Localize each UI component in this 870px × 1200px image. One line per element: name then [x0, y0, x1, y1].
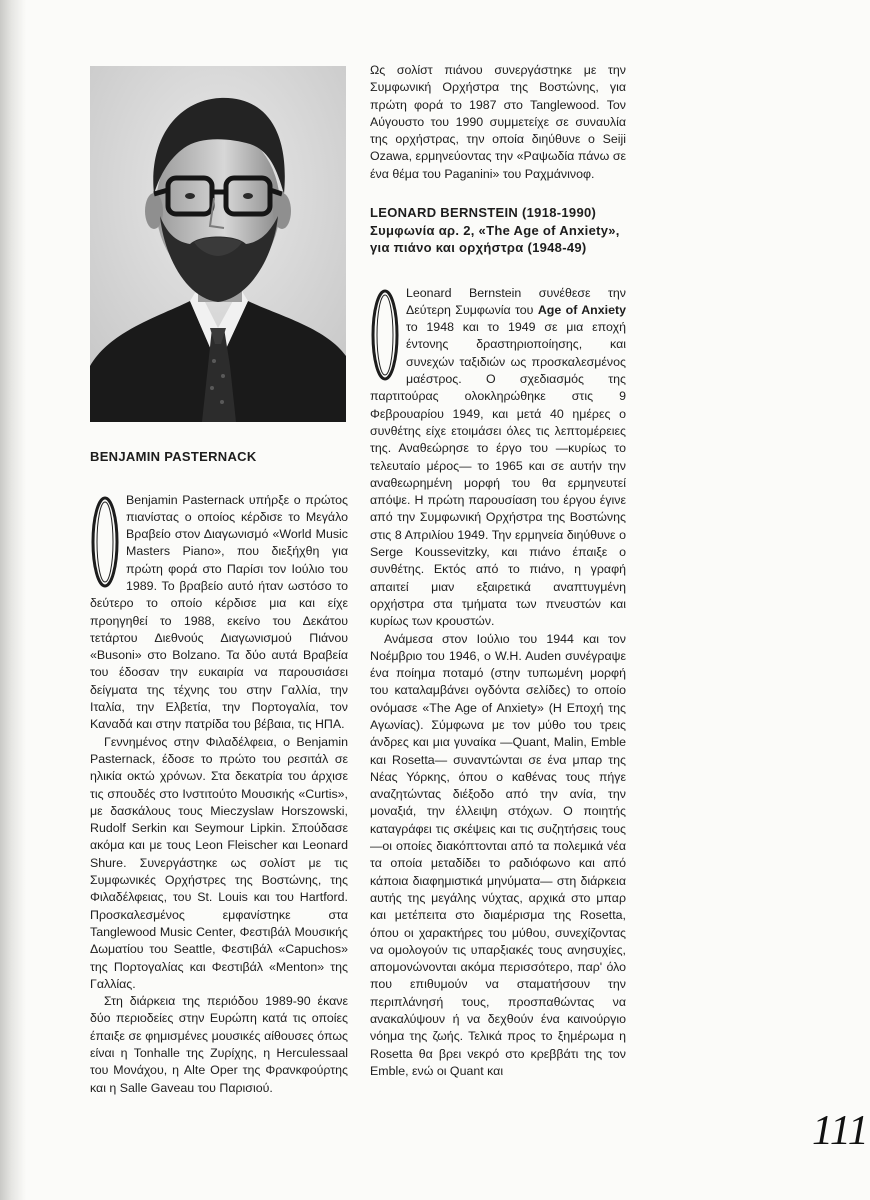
drop-cap-glyph [370, 287, 400, 383]
bio-paragraph [90, 492, 348, 734]
program-note-paragraph: Ανάμεσα στον Ιούλιο του 1944 και τον Νοέμβριο του 1946, ο W.H. Auden συνέγραψε ένα ποίημα ποταμό (στην τυπωμένη μορφή του καταλαμβάνει ογδόντα σελίδες) το οποίο ονόμασε «The Age of Anxiety» (Η Εποχή της Αγωνίας). Σύμφωνα με τον μύθο του τρεις άνδρες και μια γυναίκα —Quant, Malin, Emble και Rosetta— συναντώνται σε ένα μπαρ της Νέας Υόρκης, όπου ο καθένας τους πήγε αναζητώντας διέξοδο από την ανία, την μοναξιά, την έλλειψη στόχων. Ο ποιητής καταγράφει τις σκέψεις και τις συζητήσεις τους —οι οποίες διακόπτονται από τα πολεμικά νέα τα οποία μεταδίδει το ραδιόφωνο και από κάποια διαφημιστικά μηνύματα— στη διάρκεια αυτής της μεγάλης νύχτας, αρχικά στο μπαρ και μετέπειτα στο διαμέρισμα της Rosetta, όπου οι χαρακτήρες του μύθου, συνεχίζοντας να ομολογούν τις υπαρξιακές τους ανησυχίες, απομονώνονται ακόμα περισσότερο, παρ' όλο που επιθυμούν να σταματήσουν την περιπλάνησή τους, προσπαθώντας να ανακαλύψουν ή να δεχθούν ένα καινούργιο νόημα της ζωής. Τελικά προς το ξημέρωμα η Rosetta θα βρει νεκρό στο κρεββάτι της τον Emble, ενώ οι Quant και [370, 631, 626, 1078]
portrait-photo [90, 66, 346, 422]
program-note-text: Leonard Bernstein συνέθεσε την Δεύτερη Συμφωνία του [406, 285, 626, 317]
artist-heading: BENJAMIN PASTERNACK [90, 449, 257, 464]
work-title-inline: Age of Anxiety [537, 302, 626, 317]
drop-cap-glyph [90, 494, 120, 590]
right-column [370, 62, 626, 1080]
composer-heading: LEONARD BERNSTEIN (1918-1990) [370, 205, 597, 221]
program-note-text: το 1948 και το 1949 σε μια εποχή έντονης δραστηριοποίησης, και συνεχών ταξιδιών ως προσκαλεσμένος μαέστρος. Ο σχεδιασμός της παρτιτούρας ολοκληρώθηκε στις 9 Φεβρουαρίου 1949, και μετά 40 ημέρες ο συνθέτης είχε ετοιμάσει όλες τις λεπτομέρειες της. Αναθεώρησε το έργο του —κυρίως το τελευταίο μέρος— το 1965 και σε αυτήν την αναθεωρημένη μορφή του θα ερμηνευτεί απόψε. Η πρώτη παρουσίαση του έργου έγινε από την Συμφωνική Ορχήστρα της Βοστώνης στις 8 Απριλίου 1949. Την ερμηνεία διηύθυνε ο Serge Koussevitzky, και πιάνο έπαιξε ο συνθέτης. Εκτός από το πιάνο, η γραφή απαιτεί μιαν εξαιρετικά αναπτυγμένη ορχήστρα στα τμήματα των πνευστών και κυρίως των κρουστών. [370, 320, 626, 629]
page-number: 111 [812, 1108, 869, 1154]
bio-text: Benjamin Pasternack υπήρξε ο πρώτος πιανίστας ο οποίος κέρδισε το Μεγάλο Βραβείο στον Διαγωνισμό «World Music Masters Piano», που διεξήχθη για πρώτη φορά στο Παρίσι τον Ιούλιο του 1989. Το βραβείο αυτό ήταν ωστόσο το δεύτερο το οποίο κέρδισε μια και είχε προηγηθεί το 1988, εκείνο του Δεκάτου τετάρτου Διεθνούς Διαγωνισμού Πιάνου «Busoni» στο Bolzano. Τα δύο αυτά Βραβεία του έδοσαν την ευκαιρία να παρουσιάσει δείγματα της τέχνης του στην Γαλλία, την Ιταλία, την Ελβετία, την Πορτογαλία, τον Καναδά και στην πατρίδα του βέβαια, τις ΗΠΑ. [90, 492, 348, 732]
drop-cap-letter [90, 494, 120, 590]
bio-continuation-paragraph: Ως σολίστ πιάνου συνεργάστηκε με την Συμφωνική Ορχήστρα της Βοστώνης, για πρώτη φορά το 1987 στο Tanglewood. Τον Αύγουστο του 1990 συμμετείχε σε συναυλία της ορχήστρας, την οποία διηύθυνε ο Seiji Ozawa, ερμηνεύοντας την «Ραψωδία πάνω σε ένα θέμα του Paganini» του Ραχμάνινοφ. [370, 63, 626, 181]
program-note-paragraph [370, 285, 626, 631]
left-column [90, 448, 348, 1097]
work-title-heading: Συμφωνία αρ. 2, «The Age of Anxiety», για πιάνο και ορχήστρα (1948-49) [370, 222, 620, 256]
drop-cap-letter [370, 287, 400, 383]
work-heading [370, 204, 626, 257]
portrait-illustration [90, 66, 346, 422]
bio-paragraph: Γεννημένος στην Φιλαδέλφεια, ο Benjamin Pasternack, έδοσε το πρώτο του ρεσιτάλ σε ηλικία οκτώ χρόνων. Στα δεκατρία του άρχισε τις σπουδές στο Ινστιτούτο Μουσικής «Curtis», με δασκάλους τους Mieczyslaw Horszowski, Rudolf Serkin και Seymour Lipkin. Σπούδασε ακόμα και με τους Leon Fleischer και Leonard Shure. Συνεργάστηκε ως σολίστ με τις Συμφωνικές Ορχήστρες της Βοστώνης, της Φιλαδέλφειας, του St. Louis και του Hartford. Προσκαλεσμένος εμφανίστηκε στα Tanglewood Music Center, Φεστιβάλ Μουσικής Δωματίου του Seattle, Φεστιβάλ «Capuchos» της Πορτογαλίας και Φεστιβάλ «Menton» της Γαλλίας. [90, 734, 348, 991]
bio-paragraph: Στη διάρκεια της περιόδου 1989-90 έκανε δύο περιοδείες στην Ευρώπη κατά τις οποίες έπαιξε σε φημισμένες μουσικές αίθουσες όπως είναι η Tonhalle της Ζυρίχης, η Herculessaal του Μονάχου, η Alte Oper της Φρανκφούρτης και η Salle Gaveau του Παρισιού. [90, 994, 348, 1095]
book-gutter-shadow [0, 0, 26, 1200]
